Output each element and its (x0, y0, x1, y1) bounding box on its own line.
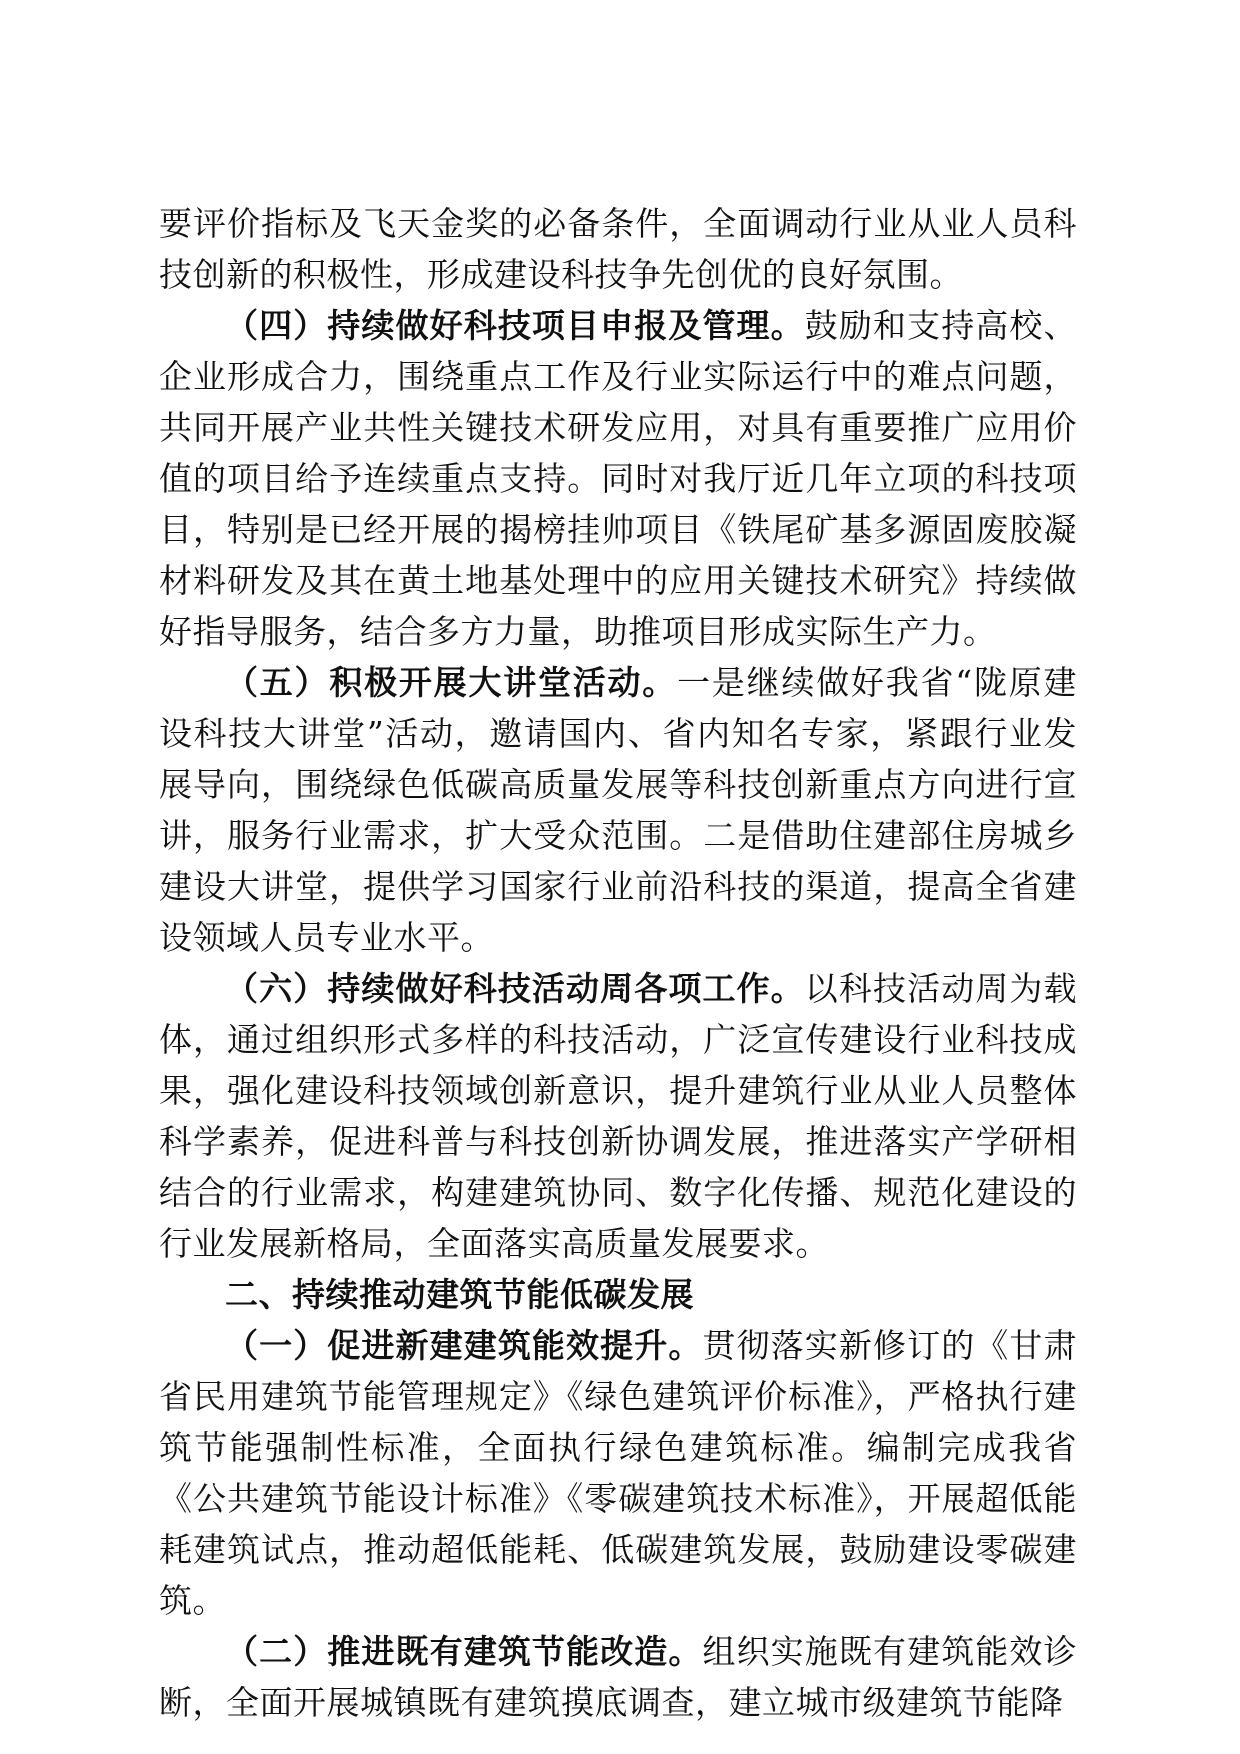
paragraph-body: 贯彻落实新修订的《甘肃省民用建筑节能管理规定》《绿色建筑评价标准》，严格执行建筑节能强制性标准，全面执行绿色建筑标准。编制完成我省《公共建筑节能设计标准》《零碳建筑技术标准》，开展超低能耗建筑试点，推动超低能耗、低碳建筑发展，鼓励建设零碳建筑。 (159, 1326, 1078, 1620)
paragraph-continuation (159, 198, 1077, 300)
paragraph-body: 鼓励和支持高校、企业形成合力，围绕重点工作及行业实际运行中的难点问题，共同开展产业共性关键技术研发应用，对具有重要推广应用价值的项目给予连续重点支持。同时对我厅近几年立项的科技项目，特别是已经开展的揭榜挂帅项目《铁尾矿基多源固废胶凝材料研发及其在黄土地基处理中的应用关键技术研究》持续做好指导服务，结合多方力量，助推项目形成实际生产力。 (159, 306, 1078, 651)
paragraph-heading: （六）持续做好科技活动周各项工作。 (225, 969, 805, 1008)
paragraph-body: 一是继续做好我省“陇原建设科技大讲堂”活动，邀请国内、省内知名专家，紧跟行业发展导向，围绕绿色低碳高质量发展等科技创新重点方向进行宣讲，服务行业需求，扩大受众范围。二是借助住建部住房城乡建设大讲堂，提供学习国家行业前沿科技的渠道，提高全省建设领域人员专业水平。 (159, 663, 1078, 957)
paragraph-heading: （二）推进既有建筑节能改造。 (225, 1632, 703, 1671)
paragraph-body: 组织实施既有建筑能效诊断，全面开展城镇既有建筑摸底调查，建立城市级建筑节能降 (159, 1632, 1078, 1722)
paragraph-existing-building-retrofit (159, 1626, 1077, 1728)
paragraph-heading: （一）促进新建建筑能效提升。 (225, 1326, 703, 1365)
paragraph-body: 以科技活动周为载体，通过组织形式多样的科技活动，广泛宣传建设行业科技成果，强化建设科技领域创新意识，提升建筑行业从业人员整体科学素养，促进科普与科技创新协调发展，推进落实产学研相结合的行业需求，构建建筑协同、数字化传播、规范化建设的行业发展新格局，全面落实高质量发展要求。 (159, 969, 1078, 1263)
paragraph-heading: （四）持续做好科技项目申报及管理。 (225, 306, 805, 345)
paragraph-tech-project-management (159, 300, 1077, 657)
paragraph-heading: （五）积极开展大讲堂活动。 (225, 663, 678, 702)
paragraph-tech-activity-week (159, 963, 1077, 1269)
paragraph-body: 要评价指标及飞天金奖的必备条件，全面调动行业从业人员科技创新的积极性，形成建设科技争先创优的良好氛围。 (159, 204, 1077, 294)
paragraph-new-building-efficiency (159, 1320, 1077, 1626)
document-page (159, 198, 1077, 1728)
paragraph-lecture-activities (159, 657, 1077, 963)
section-heading: 二、持续推动建筑节能低碳发展 (225, 1275, 694, 1314)
